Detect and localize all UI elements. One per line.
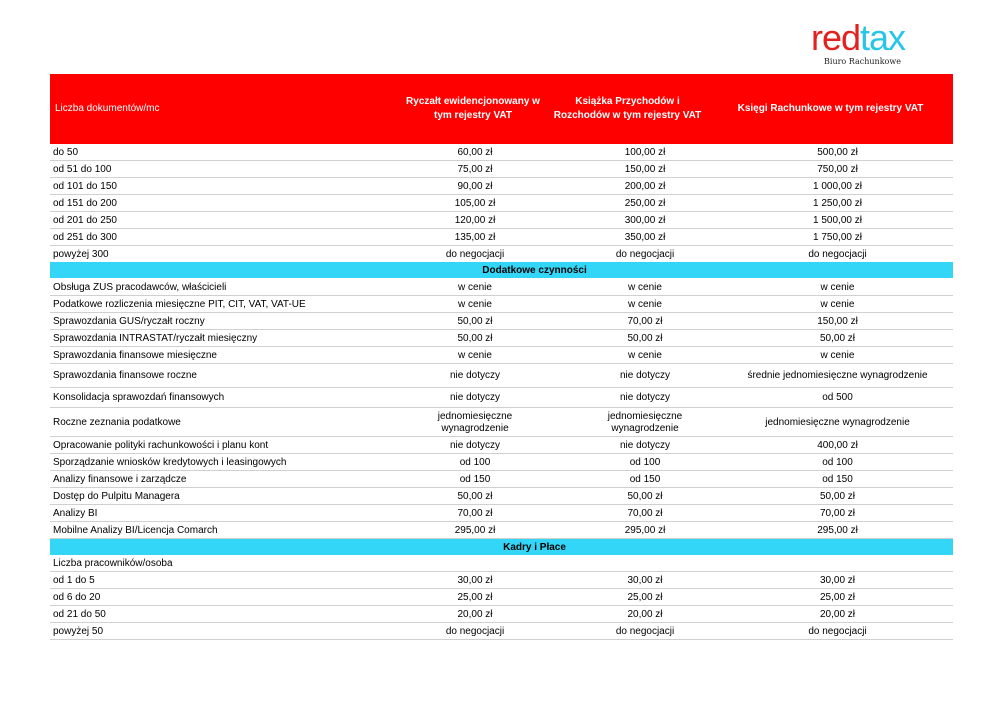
table-row (50, 437, 953, 454)
table-row (50, 161, 953, 178)
table-row (50, 212, 953, 229)
cell-kpir: w cenie (628, 298, 662, 310)
cell-ryczalt: 50,00 zł (457, 332, 493, 344)
cell-ryczalt: nie dotyczy (449, 392, 501, 403)
cell-kpir: jednomiesięczne wynagrodzenie (607, 410, 683, 434)
row-label: Mobilne Analizy BI/Licencja Comarch (53, 524, 218, 536)
cell-ryczalt: 120,00 zł (454, 214, 496, 226)
table-row (50, 195, 953, 212)
table-row (50, 572, 953, 589)
cell-kpir: 350,00 zł (624, 231, 666, 243)
table-row (50, 505, 953, 522)
table-row (50, 246, 953, 263)
cell-ksiegi: od 500 (822, 392, 853, 403)
cell-ksiegi: 1 750,00 zł (813, 231, 862, 243)
cell-ksiegi: do negocjacji (808, 248, 867, 260)
row-label: powyżej 50 (53, 625, 104, 637)
table-row (50, 623, 953, 640)
section-band-payroll-label: Kadry i Płace (503, 541, 566, 553)
row-label: Sprawozdania INTRASTAT/ryczałt miesięczny (53, 332, 258, 344)
cell-ryczalt: od 100 (459, 456, 491, 468)
logo-subtitle: Biuro Rachunkowe (824, 57, 901, 66)
row-label: od 101 do 150 (53, 180, 117, 192)
cell-ksiegi: 1 250,00 zł (813, 197, 862, 209)
cell-kpir: 30,00 zł (627, 574, 663, 586)
cell-kpir: 25,00 zł (627, 591, 663, 603)
cell-ksiegi: 500,00 zł (817, 146, 858, 158)
cell-ryczalt: 50,00 zł (457, 315, 493, 327)
row-label: Dostęp do Pulpitu Managera (53, 490, 180, 502)
table-row (50, 279, 953, 296)
cell-ryczalt: 60,00 zł (457, 146, 493, 158)
section-band-additional-label: Dodatkowe czynności (482, 264, 587, 276)
cell-ksiegi: 25,00 zł (819, 591, 856, 603)
cell-kpir: 150,00 zł (624, 163, 666, 175)
cell-ksiegi: 295,00 zł (817, 524, 858, 536)
cell-kpir: 70,00 zł (627, 315, 663, 327)
cell-ryczalt: do negocjacji (445, 625, 505, 637)
cell-ksiegi: 1 000,00 zł (813, 180, 862, 192)
table-row (50, 454, 953, 471)
cell-ksiegi: w cenie (820, 298, 855, 310)
table-row (50, 606, 953, 623)
row-label: Sprawozdania finansowe roczne (53, 370, 197, 381)
table-row (50, 178, 953, 195)
cell-ksiegi: 70,00 zł (819, 507, 856, 519)
row-label: Sprawozdania GUS/ryczałt roczny (53, 315, 205, 327)
cell-ryczalt: 20,00 zł (457, 608, 493, 620)
cell-kpir: 70,00 zł (627, 507, 663, 519)
cell-kpir: 50,00 zł (627, 332, 663, 344)
header-kpir: Książka Przychodów i Rozchodów w tym rejestry VAT (553, 96, 702, 121)
cell-ksiegi: 50,00 zł (819, 332, 856, 344)
cell-kpir: w cenie (628, 349, 662, 361)
cell-ksiegi: 150,00 zł (817, 315, 858, 327)
table-row (50, 388, 953, 408)
cell-ryczalt: jednomiesięczne wynagrodzenie (437, 410, 513, 434)
cell-kpir: 100,00 zł (624, 146, 666, 158)
cell-ksiegi: od 100 (822, 456, 853, 468)
row-label: Roczne zeznania podatkowe (53, 416, 181, 428)
row-label: od 1 do 5 (53, 574, 95, 586)
cell-ksiegi: 30,00 zł (819, 574, 856, 586)
row-label: Konsolidacja sprawozdań finansowych (53, 392, 225, 403)
table-row (50, 229, 953, 246)
row-label: Podatkowe rozliczenia miesięczne PIT, CIT, VAT, VAT-UE (53, 298, 306, 310)
logo-wordmark (811, 17, 906, 58)
row-label: Sporządzanie wniosków kredytowych i leasingowych (53, 456, 287, 468)
cell-ryczalt: w cenie (458, 349, 492, 361)
cell-kpir: 20,00 zł (627, 608, 663, 620)
cell-kpir: do negocjacji (615, 248, 675, 260)
cell-kpir: od 100 (629, 456, 661, 468)
cell-ryczalt: 105,00 zł (454, 197, 496, 209)
cell-kpir: 300,00 zł (624, 214, 666, 226)
table-row-subheader (50, 555, 953, 572)
cell-ryczalt: od 150 (459, 473, 491, 485)
logo-text-cyan: tax (860, 17, 906, 58)
cell-ryczalt: 50,00 zł (457, 490, 493, 502)
row-label: Obsługa ZUS pracodawców, właścicieli (53, 281, 227, 293)
cell-ryczalt: w cenie (458, 298, 492, 310)
row-label: od 251 do 300 (53, 231, 117, 243)
table-row (50, 471, 953, 488)
row-label: Analizy BI (53, 507, 98, 519)
row-divider (50, 639, 953, 640)
header-ksiegi-rachunkowe: Księgi Rachunkowe w tym rejestry VAT (737, 103, 924, 114)
cell-ryczalt: 30,00 zł (457, 574, 493, 586)
cell-ksiegi: 20,00 zł (819, 608, 856, 620)
row-label: od 6 do 20 (53, 591, 101, 603)
logo-text-red: red (811, 17, 861, 58)
cell-ksiegi: w cenie (820, 281, 855, 293)
row-label: od 21 do 50 (53, 608, 106, 620)
cell-ryczalt: 70,00 zł (457, 507, 493, 519)
cell-kpir: 295,00 zł (624, 524, 666, 536)
cell-kpir: nie dotyczy (619, 439, 671, 451)
cell-kpir: 50,00 zł (627, 490, 663, 502)
cell-ksiegi: od 150 (822, 473, 853, 485)
cell-ksiegi: 50,00 zł (819, 490, 856, 502)
table-row (50, 347, 953, 364)
cell-ksiegi: 400,00 zł (817, 439, 858, 451)
cell-ksiegi: średnie jednomiesięczne wynagrodzenie (747, 370, 928, 381)
cell-kpir: nie dotyczy (619, 392, 671, 403)
cell-ksiegi: 750,00 zł (817, 163, 858, 175)
cell-ryczalt: w cenie (458, 281, 492, 293)
table-row (50, 589, 953, 606)
cell-ksiegi: do negocjacji (808, 625, 867, 637)
cell-kpir: w cenie (628, 281, 662, 293)
cell-ksiegi: jednomiesięczne wynagrodzenie (765, 416, 910, 428)
cell-ryczalt: nie dotyczy (449, 370, 501, 381)
cell-ryczalt: 135,00 zł (454, 231, 496, 243)
header-documents-per-month: Liczba dokumentów/mc (55, 103, 160, 114)
cell-kpir: od 150 (629, 473, 661, 485)
table-row (50, 488, 953, 505)
cell-ryczalt: do negocjacji (445, 248, 505, 260)
row-label: Analizy finansowe i zarządcze (53, 473, 187, 485)
table-row (50, 144, 953, 161)
table-row (50, 296, 953, 313)
cell-ryczalt: nie dotyczy (449, 439, 501, 451)
cell-kpir: nie dotyczy (619, 370, 671, 381)
row-label: Opracowanie polityki rachunkowości i planu kont (53, 439, 269, 451)
row-label: od 51 do 100 (53, 163, 112, 175)
row-label: od 151 do 200 (53, 197, 117, 209)
table-row (50, 313, 953, 330)
employees-count-label: Liczba pracowników/osoba (53, 557, 173, 569)
cell-ryczalt: 25,00 zł (457, 591, 493, 603)
row-label: powyżej 300 (53, 248, 109, 260)
cell-ryczalt: 90,00 zł (457, 180, 493, 192)
cell-kpir: 250,00 zł (624, 197, 666, 209)
table-row (50, 522, 953, 539)
section-band-additional (50, 262, 953, 278)
cell-ksiegi: w cenie (820, 349, 855, 361)
row-label: od 201 do 250 (53, 214, 117, 226)
table-row (50, 364, 953, 388)
header-ryczalt: Ryczałt ewidencjonowany w tym rejestry VAT (406, 96, 540, 121)
row-label: do 50 (53, 146, 79, 158)
cell-ryczalt: 75,00 zł (457, 163, 493, 175)
cell-ryczalt: 295,00 zł (454, 524, 496, 536)
section-band-payroll (50, 539, 953, 555)
table-row (50, 408, 953, 437)
redtax-logo (811, 17, 921, 68)
cell-ksiegi: 1 500,00 zł (813, 214, 862, 226)
row-label: Sprawozdania finansowe miesięczne (53, 349, 217, 361)
table-header (50, 74, 953, 144)
cell-kpir: do negocjacji (615, 625, 675, 637)
table-row (50, 330, 953, 347)
cell-kpir: 200,00 zł (624, 180, 666, 192)
